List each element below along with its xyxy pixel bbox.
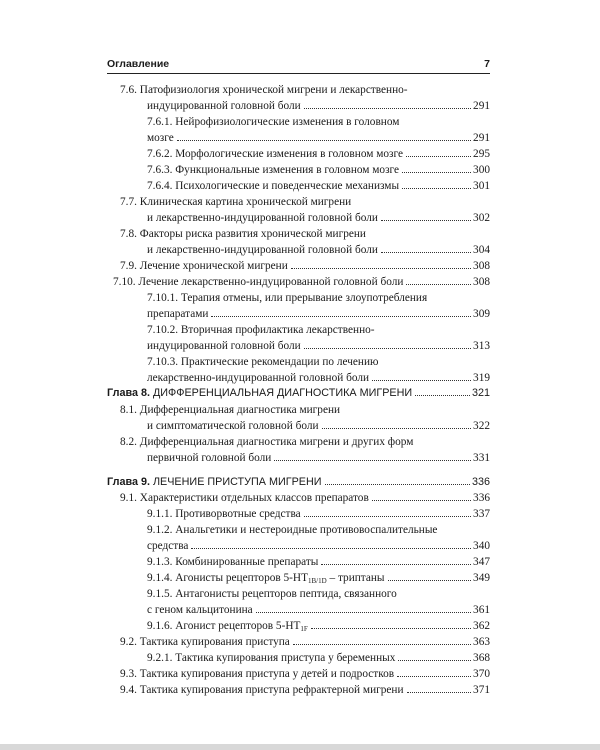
toc-entry bbox=[147, 242, 490, 258]
toc-entry bbox=[120, 666, 490, 682]
section-title: Нейрофизиологические изменения в головном bbox=[175, 116, 400, 128]
page-number: 370 bbox=[473, 668, 490, 680]
section-title: Факторы риска развития хронической мигрени bbox=[139, 228, 366, 240]
section-title: Характеристики отдельных классов препаратов bbox=[139, 492, 369, 504]
header-page-number: 7 bbox=[484, 58, 490, 70]
page-number: 291 bbox=[473, 100, 490, 112]
toc-entry bbox=[147, 322, 375, 338]
toc-entry-text bbox=[120, 258, 288, 274]
toc-entry bbox=[147, 554, 490, 570]
page-number: 336 bbox=[471, 476, 490, 488]
page-number: 371 bbox=[473, 684, 490, 696]
dot-leader bbox=[407, 692, 472, 693]
section-title: Лечение лекарственно-индуцированной головной боли bbox=[138, 276, 404, 288]
toc-entry bbox=[147, 506, 490, 522]
toc-entry-text bbox=[147, 292, 427, 304]
toc-entry bbox=[120, 194, 351, 210]
section-title: и лекарственно-индуцированной головной боли bbox=[147, 244, 378, 256]
section-title: Тактика купирования приступа bbox=[139, 636, 290, 648]
toc-entry bbox=[147, 306, 490, 322]
dot-leader bbox=[372, 500, 471, 501]
toc-entry-text bbox=[107, 474, 322, 490]
section-title: Тактика купирования приступа рефрактерной мигрени bbox=[139, 684, 404, 696]
toc-entry bbox=[147, 130, 490, 146]
dot-leader bbox=[388, 580, 472, 581]
section-title: и лекарственно-индуцированной головной боли bbox=[147, 212, 378, 224]
toc-entry-text bbox=[147, 602, 253, 618]
toc-entry-text bbox=[147, 162, 399, 178]
page-number: 309 bbox=[473, 308, 490, 320]
section-number: 7.8. bbox=[120, 228, 140, 240]
section-title: Практические рекомендации по лечению bbox=[180, 356, 379, 368]
toc-entry-text bbox=[147, 650, 395, 666]
section-title: средства bbox=[147, 540, 189, 552]
section-number: 7.7. bbox=[120, 196, 140, 208]
receptor-subscript: 1B/1D bbox=[308, 577, 327, 585]
page-number: 347 bbox=[473, 556, 490, 568]
page-bottom-edge bbox=[0, 744, 600, 750]
section-title: Антагонисты рецепторов пептида, связанного bbox=[175, 588, 397, 600]
chapter-title: ЛЕЧЕНИЕ ПРИСТУПА МИГРЕНИ bbox=[152, 476, 322, 488]
section-title: Тактика купирования приступа у детей и подростков bbox=[139, 668, 395, 680]
section-number: 7.9. bbox=[120, 260, 140, 272]
page-number: 368 bbox=[473, 652, 490, 664]
page-number: 313 bbox=[473, 340, 490, 352]
dot-leader bbox=[321, 564, 471, 565]
section-title: Вторичная профилактика лекарственно- bbox=[180, 324, 375, 336]
toc-entry-text bbox=[147, 130, 174, 146]
section-number: 9.1.4. bbox=[147, 572, 176, 584]
toc-entry bbox=[147, 650, 490, 666]
dot-leader bbox=[291, 268, 471, 269]
section-number: 7.10. bbox=[113, 276, 139, 288]
toc-entry bbox=[120, 434, 413, 450]
toc-entry-text bbox=[147, 506, 301, 522]
toc-entry-text bbox=[147, 98, 301, 114]
section-title: Функциональные изменения в головном мозге bbox=[175, 164, 400, 176]
section-number: 7.6.2. bbox=[147, 148, 176, 160]
page-number: 300 bbox=[473, 164, 490, 176]
toc-entry-text bbox=[147, 178, 399, 194]
toc-entry bbox=[147, 602, 490, 618]
toc-entry-text bbox=[147, 370, 369, 386]
section-number: 9.2. bbox=[120, 636, 140, 648]
dot-leader bbox=[406, 156, 471, 157]
toc-entry-text bbox=[147, 338, 301, 354]
toc-entry bbox=[147, 146, 490, 162]
toc-entry bbox=[113, 274, 490, 290]
dot-leader bbox=[304, 516, 471, 517]
dot-leader bbox=[397, 676, 471, 677]
toc-entry-text bbox=[107, 385, 412, 401]
page-number: 336 bbox=[473, 492, 490, 504]
section-title: Терапия отмены, или прерывание злоупотребления bbox=[180, 292, 428, 304]
toc-entry-text bbox=[147, 418, 319, 434]
section-number: 8.2. bbox=[120, 436, 140, 448]
section-title: Противорвотные средства bbox=[175, 508, 301, 520]
toc-entry-text bbox=[120, 196, 351, 208]
toc-entry bbox=[120, 682, 490, 698]
chapter-entry bbox=[107, 474, 490, 490]
dot-leader bbox=[256, 612, 471, 613]
section-title: Тактика купирования приступа у беременных bbox=[175, 652, 396, 664]
toc-entry-text bbox=[147, 554, 318, 570]
chapter-label: Глава 8. bbox=[107, 387, 153, 399]
section-number: 7.10.1. bbox=[147, 292, 181, 304]
dot-leader bbox=[381, 252, 471, 253]
toc-entry bbox=[147, 538, 490, 554]
page-number: 301 bbox=[473, 180, 490, 192]
page-number: 308 bbox=[473, 276, 490, 288]
page-number: 362 bbox=[473, 620, 490, 632]
section-title: Комбинированные препараты bbox=[175, 556, 319, 568]
toc-entry-text bbox=[120, 404, 340, 416]
toc-entry bbox=[147, 210, 490, 226]
section-number: 9.1.2. bbox=[147, 524, 176, 536]
page-number: 361 bbox=[473, 604, 490, 616]
toc-entry-text bbox=[120, 634, 290, 650]
running-header bbox=[107, 58, 490, 74]
page-number: 321 bbox=[471, 387, 490, 399]
section-title: Дифференциальная диагностика мигрени и других форм bbox=[139, 436, 414, 448]
section-title: Патофизиология хронической мигрени и лекарственно- bbox=[139, 84, 408, 96]
toc-entry bbox=[120, 258, 490, 274]
toc-entry-text bbox=[147, 146, 403, 162]
toc-entry-text bbox=[120, 682, 404, 698]
toc-entry bbox=[147, 338, 490, 354]
toc-entry bbox=[120, 82, 408, 98]
toc-entry bbox=[120, 634, 490, 650]
section-number: 7.6. bbox=[120, 84, 140, 96]
toc-entry bbox=[147, 618, 490, 634]
toc-entry-text bbox=[147, 538, 188, 554]
toc-entry bbox=[147, 370, 490, 386]
toc-entry-text bbox=[147, 116, 399, 128]
section-title: Психологические и поведенческие механизмы bbox=[175, 180, 400, 192]
toc-entry-text bbox=[120, 228, 366, 240]
section-title: индуцированной головной боли bbox=[147, 340, 301, 352]
section-number: 7.6.3. bbox=[147, 164, 176, 176]
toc-entry-text bbox=[147, 450, 271, 466]
header-rule bbox=[107, 73, 490, 74]
toc-entry bbox=[120, 490, 490, 506]
page-number: 295 bbox=[473, 148, 490, 160]
section-number: 7.10.2. bbox=[147, 324, 181, 336]
toc-entry-text bbox=[120, 666, 394, 682]
section-number: 9.1.6. bbox=[147, 620, 176, 632]
section-number: 8.1. bbox=[120, 404, 140, 416]
toc-entry bbox=[147, 98, 490, 114]
dot-leader bbox=[211, 316, 471, 317]
toc-entry-text bbox=[147, 588, 397, 600]
toc-entry-text bbox=[147, 242, 378, 258]
receptor-subscript: 1F bbox=[300, 625, 308, 633]
dot-leader bbox=[322, 428, 472, 429]
section-title: индуцированной головной боли bbox=[147, 100, 301, 112]
section-title: препаратами bbox=[147, 308, 209, 320]
page-number: 340 bbox=[473, 540, 490, 552]
dot-leader bbox=[402, 188, 471, 189]
toc-entry bbox=[147, 586, 397, 602]
toc-entry bbox=[147, 450, 490, 466]
toc-entry bbox=[147, 162, 490, 178]
dot-leader bbox=[191, 548, 471, 549]
header-title: Оглавление bbox=[107, 58, 170, 70]
toc-entry-text bbox=[113, 274, 403, 290]
section-number: 9.1.1. bbox=[147, 508, 176, 520]
page-number: 322 bbox=[473, 420, 490, 432]
toc-entry-text bbox=[147, 356, 378, 368]
section-number: 7.10.3. bbox=[147, 356, 181, 368]
section-number: 9.1.3. bbox=[147, 556, 176, 568]
dot-leader bbox=[304, 108, 471, 109]
page-number: 319 bbox=[473, 372, 490, 384]
toc-entry-text bbox=[147, 324, 375, 336]
section-number: 7.6.1. bbox=[147, 116, 176, 128]
toc-entry bbox=[147, 114, 399, 130]
page-number: 363 bbox=[473, 636, 490, 648]
section-number: 9.2.1. bbox=[147, 652, 176, 664]
dot-leader bbox=[177, 140, 471, 141]
section-number: 9.3. bbox=[120, 668, 140, 680]
toc-entry bbox=[120, 226, 366, 242]
toc-entry bbox=[147, 418, 490, 434]
page-number: 302 bbox=[473, 212, 490, 224]
dot-leader bbox=[415, 395, 470, 396]
section-number: 9.4. bbox=[120, 684, 140, 696]
chapter-title: ДИФФЕРЕНЦИАЛЬНАЯ ДИАГНОСТИКА МИГРЕНИ bbox=[152, 387, 413, 399]
toc-entry bbox=[147, 290, 427, 306]
section-title: Дифференциальная диагностика мигрени bbox=[139, 404, 341, 416]
toc-entry-text bbox=[120, 436, 413, 448]
section-title: Лечение хронической мигрени bbox=[139, 260, 288, 272]
chapter-label: Глава 9. bbox=[107, 476, 153, 488]
dot-leader bbox=[274, 460, 471, 461]
section-title: Анальгетики и нестероидные противовоспалительные bbox=[175, 524, 438, 536]
toc-entry-text bbox=[147, 210, 378, 226]
toc-entry-text bbox=[120, 84, 408, 96]
section-title: с геном кальцитонина bbox=[147, 604, 253, 616]
toc-entry-text bbox=[147, 306, 208, 322]
dot-leader bbox=[398, 660, 471, 661]
page-number: 304 bbox=[473, 244, 490, 256]
dot-leader bbox=[325, 484, 470, 485]
dot-leader bbox=[304, 348, 471, 349]
section-title: Агонисты рецепторов 5-HT bbox=[175, 572, 308, 584]
dot-leader bbox=[406, 284, 471, 285]
section-number: 9.1.5. bbox=[147, 588, 176, 600]
page-number: 331 bbox=[473, 452, 490, 464]
section-number: 7.6.4. bbox=[147, 180, 176, 192]
section-title: Агонист рецепторов 5-HT bbox=[175, 620, 301, 632]
page-number: 291 bbox=[473, 132, 490, 144]
dot-leader bbox=[293, 644, 471, 645]
section-title: Морфологические изменения в головном мозге bbox=[175, 148, 403, 160]
section-title: мозге bbox=[147, 132, 174, 144]
page-number: 337 bbox=[473, 508, 490, 520]
toc-entry bbox=[147, 178, 490, 194]
dot-leader bbox=[372, 380, 471, 381]
page-number: 308 bbox=[473, 260, 490, 272]
section-title-tail: – триптаны bbox=[326, 572, 385, 584]
toc-entry bbox=[147, 570, 490, 586]
dot-leader bbox=[311, 628, 471, 629]
toc-entry bbox=[147, 354, 378, 370]
page-number: 349 bbox=[473, 572, 490, 584]
section-title: первичной головной боли bbox=[147, 452, 272, 464]
toc-entry bbox=[147, 522, 437, 538]
section-number: 9.1. bbox=[120, 492, 140, 504]
section-title: лекарственно-индуцированной головной боли bbox=[147, 372, 370, 384]
section-title: и симптоматической головной боли bbox=[147, 420, 319, 432]
toc-entry bbox=[120, 402, 340, 418]
section-title: Клиническая картина хронической мигрени bbox=[139, 196, 352, 208]
dot-leader bbox=[402, 172, 471, 173]
toc-entry-text bbox=[147, 524, 437, 536]
toc-entry-text bbox=[120, 490, 369, 506]
dot-leader bbox=[381, 220, 471, 221]
chapter-entry bbox=[107, 385, 490, 401]
